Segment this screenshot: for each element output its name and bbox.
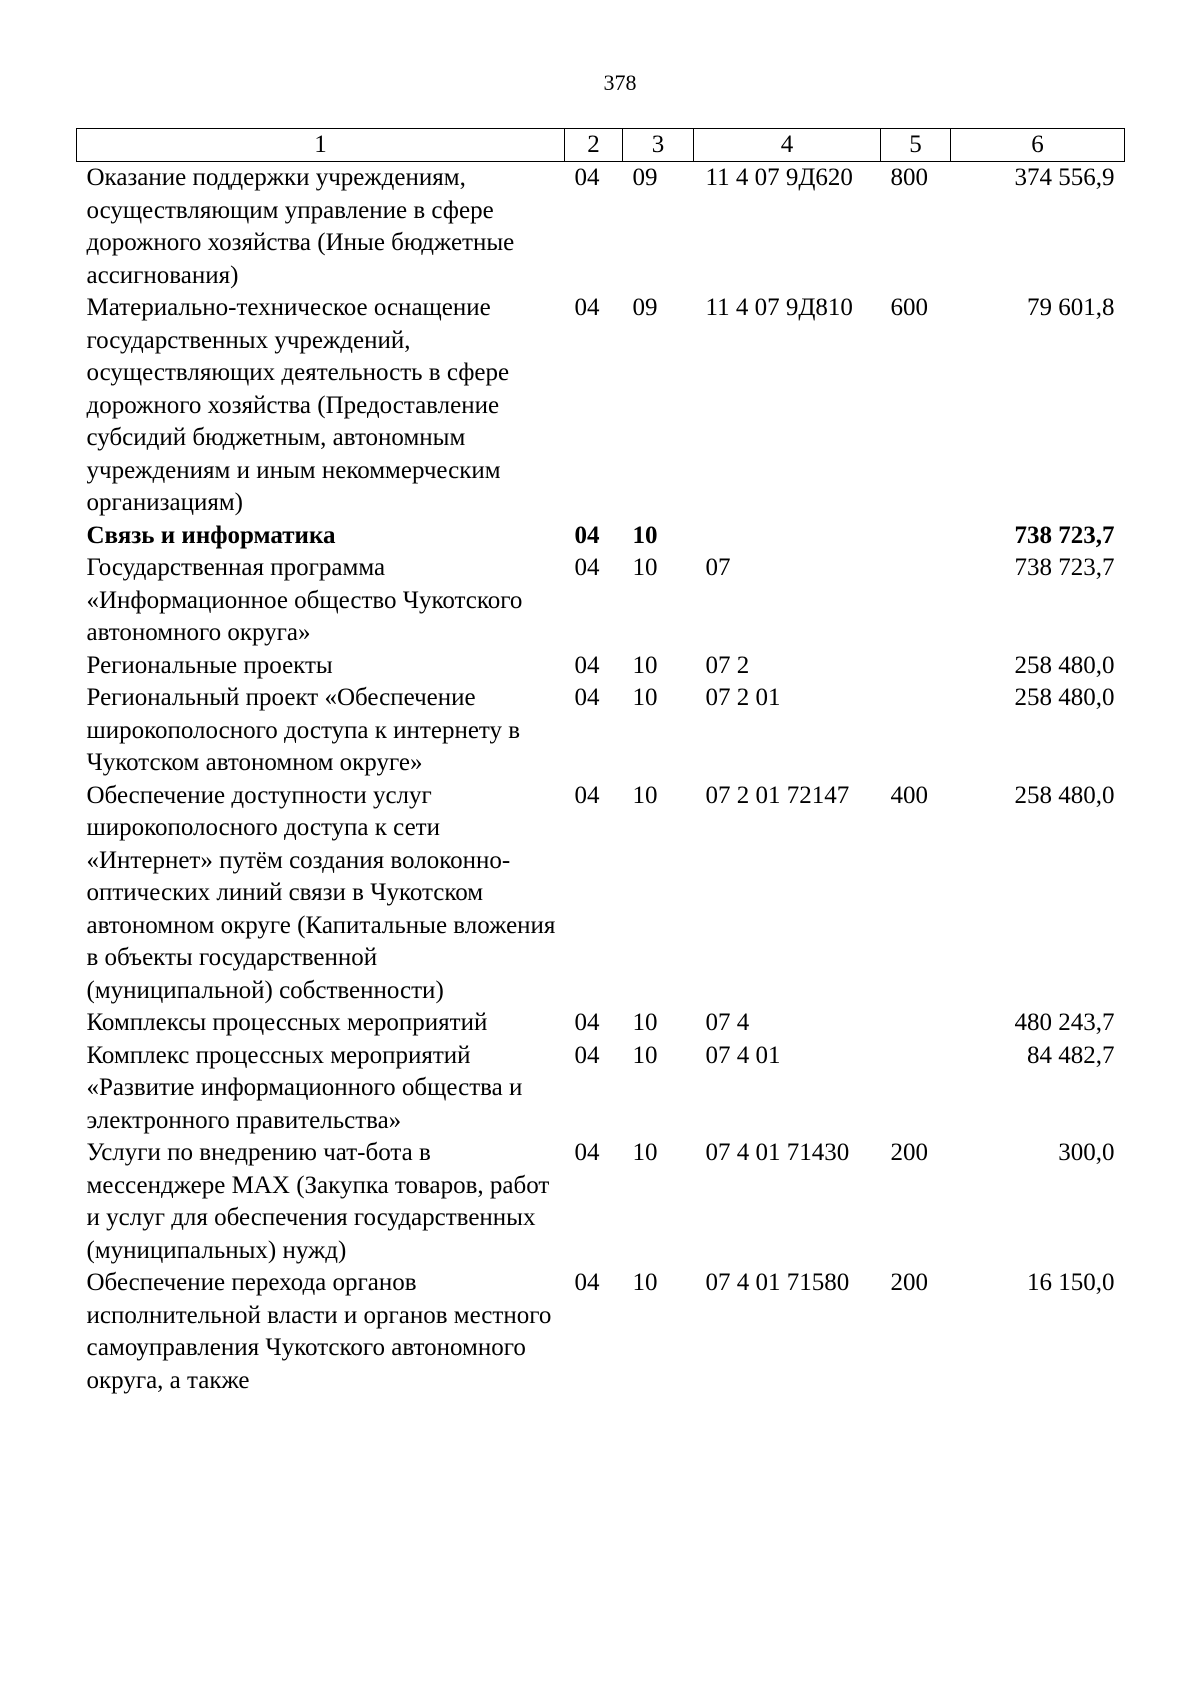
cell-target-article: 11 4 07 9Д620 [705, 164, 853, 191]
page-number: 378 [603, 70, 637, 95]
header-row [77, 129, 1125, 162]
cell-expense-type [881, 682, 951, 780]
table-row [77, 780, 1125, 1008]
cell-target-article: 07 2 [705, 651, 750, 679]
cell-section: 04 [574, 684, 600, 711]
cell-subsection: 10 [632, 1009, 658, 1036]
cell-subsection: 09 [632, 294, 658, 321]
header-col-3: 3 [623, 129, 694, 162]
cell-name: Материально-техническое оснащение государственных учреждений, осуществляющих деятельность в сфере дорожного хозяйства (Предоставление субсидий бюджетным, автономным учреждениям и иным некоммерческим организациям) [86, 294, 510, 516]
cell-section: 04 [574, 1269, 600, 1296]
cell-amount: 16 150,0 [1027, 1269, 1115, 1296]
cell-section: 04 [574, 294, 600, 321]
header-col-1: 1 [77, 129, 565, 162]
cell-subsection: 10 [632, 684, 658, 711]
budget-table-container [76, 128, 1124, 1397]
cell-name: Оказание поддержки учреждениям, осуществляющим управление в сфере дорожного хозяйства (Иные бюджетные ассигнования) [86, 164, 515, 289]
header-col-6: 6 [951, 129, 1125, 162]
cell-expense-type: 200 [890, 1139, 928, 1166]
table-row [77, 162, 1125, 293]
cell-name: Комплекс процессных мероприятий «Развитие информационного общества и электронного правительства» [86, 1041, 523, 1134]
cell-amount: 738 723,7 [1014, 554, 1115, 581]
header-col-2: 2 [565, 129, 623, 162]
cell-name: Обеспечение доступности услуг широкополосного доступа к сети «Интернет» путём создания волоконно-оптических линий связи в Чукотском автономном округе (Капитальные вложения в объекты государственной (муниципальной) собственности) [86, 781, 556, 1004]
cell-expense-type [881, 650, 951, 683]
cell-section: 04 [574, 651, 600, 679]
table-row [77, 520, 1125, 553]
cell-expense-type: 800 [890, 164, 928, 191]
cell-section: 04 [574, 521, 600, 549]
table-row [77, 1007, 1125, 1040]
cell-target-article: 07 4 [705, 1009, 750, 1036]
table-body [77, 162, 1125, 1398]
cell-amount: 258 480,0 [1014, 651, 1115, 679]
cell-amount: 480 243,7 [1014, 1009, 1115, 1036]
cell-section: 04 [574, 554, 600, 581]
cell-expense-type [881, 552, 951, 650]
cell-section: 04 [574, 1041, 600, 1069]
cell-expense-type: 600 [890, 294, 928, 321]
table-row [77, 292, 1125, 520]
cell-amount: 84 482,7 [1027, 1041, 1115, 1069]
cell-name: Комплексы процессных мероприятий [86, 1009, 488, 1036]
cell-subsection: 10 [632, 651, 658, 679]
cell-subsection: 10 [632, 554, 658, 581]
cell-name: Региональные проекты [86, 651, 333, 679]
cell-subsection: 10 [632, 1041, 658, 1069]
cell-expense-type [881, 520, 951, 553]
cell-target-article [694, 520, 881, 553]
cell-target-article: 11 4 07 9Д810 [705, 294, 853, 321]
cell-amount: 258 480,0 [1014, 684, 1115, 711]
cell-target-article: 07 4 01 71430 [705, 1139, 850, 1166]
cell-target-article: 07 2 01 [705, 684, 781, 711]
cell-amount: 300,0 [1058, 1139, 1115, 1166]
header-col-5: 5 [881, 129, 951, 162]
table-row [77, 682, 1125, 780]
cell-name: Региональный проект «Обеспечение широкополосного доступа к интернету в Чукотском автономном округе» [86, 684, 521, 776]
cell-name: Связь и информатика [86, 521, 336, 549]
table-row [77, 650, 1125, 683]
cell-target-article: 07 [705, 554, 731, 581]
table-row [77, 1267, 1125, 1397]
cell-subsection: 10 [632, 521, 658, 549]
cell-expense-type [881, 1040, 951, 1138]
cell-amount: 374 556,9 [1014, 164, 1115, 191]
cell-section: 04 [574, 1139, 600, 1166]
cell-subsection: 10 [632, 1139, 658, 1166]
cell-expense-type: 200 [890, 1269, 928, 1296]
table-row [77, 552, 1125, 650]
cell-target-article: 07 4 01 71580 [705, 1269, 850, 1296]
cell-name: Обеспечение перехода органов исполнительной власти и органов местного самоуправления Чукотского автономного округа, а также [86, 1269, 552, 1394]
cell-name: Услуги по внедрению чат-бота в мессенджере MAX (Закупка товаров, работ и услуг для обеспечения государственных (муниципальных) нужд) [86, 1139, 550, 1264]
budget-table [76, 128, 1125, 1397]
cell-subsection: 10 [632, 1269, 658, 1296]
cell-subsection: 10 [632, 781, 658, 809]
cell-target-article: 07 4 01 [705, 1041, 781, 1069]
header-col-4: 4 [694, 129, 881, 162]
cell-amount: 738 723,7 [1014, 521, 1115, 549]
cell-amount: 79 601,8 [1027, 294, 1115, 321]
cell-target-article: 07 2 01 72147 [705, 781, 850, 809]
cell-name: Государственная программа «Информационное общество Чукотского автономного округа» [86, 554, 523, 646]
table-row [77, 1137, 1125, 1267]
cell-expense-type: 400 [890, 781, 928, 809]
cell-subsection: 09 [632, 164, 658, 191]
cell-section: 04 [574, 781, 600, 809]
cell-amount: 258 480,0 [1014, 781, 1115, 809]
cell-expense-type [881, 1007, 951, 1040]
cell-section: 04 [574, 164, 600, 191]
table-row [77, 1040, 1125, 1138]
table-header [77, 129, 1125, 162]
cell-section: 04 [574, 1009, 600, 1036]
